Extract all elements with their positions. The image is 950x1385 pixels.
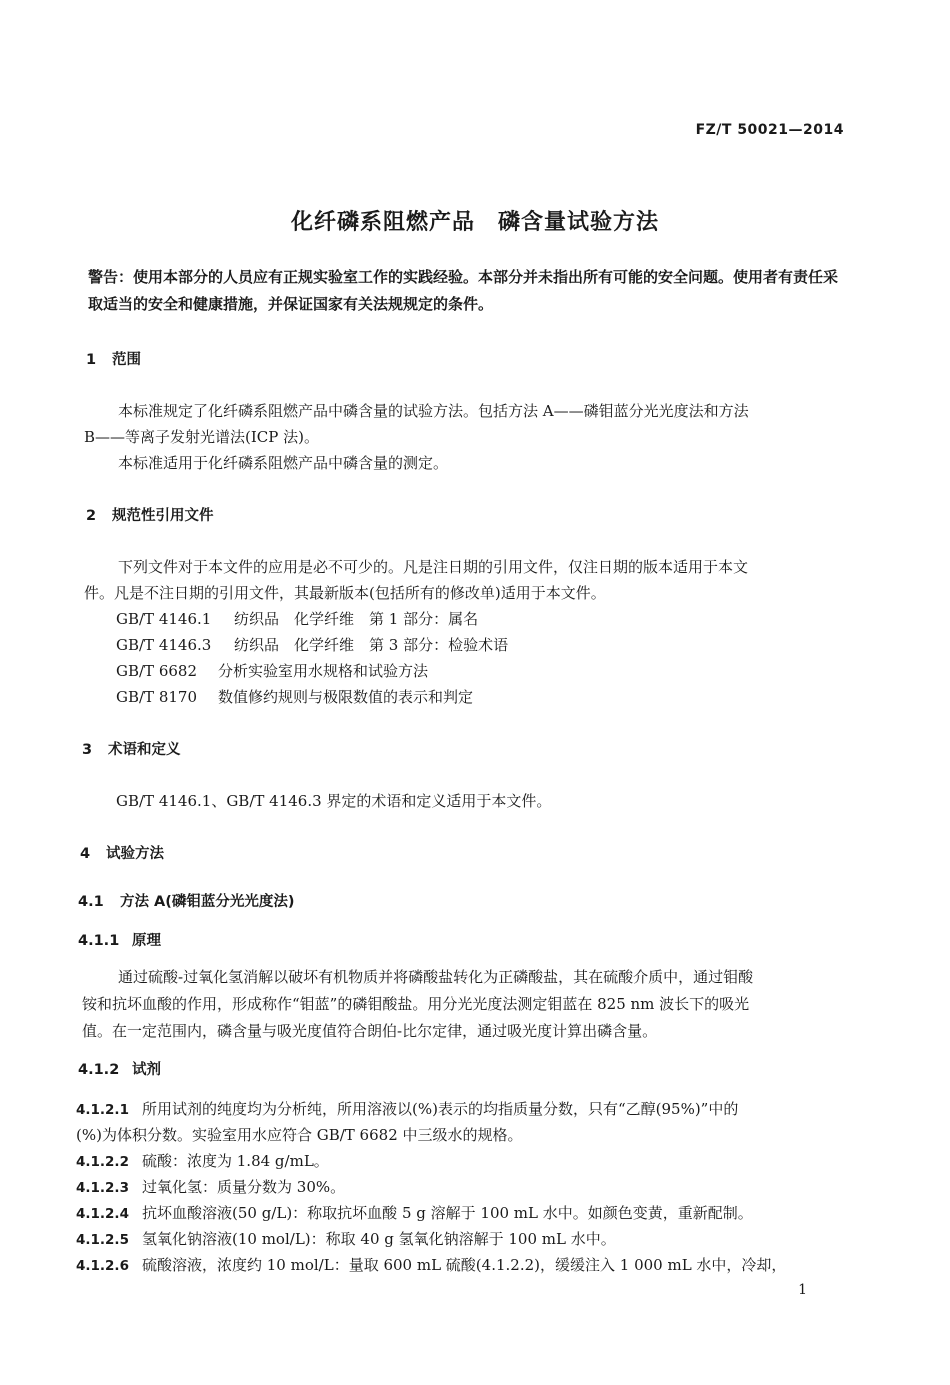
paragraph-line: B——等离子发射光谱法(ICP 法)。 (84, 428, 319, 446)
section-2-heading (86, 504, 214, 525)
section-number: 4.1.1 (78, 933, 120, 949)
section-number: 2 (86, 508, 97, 524)
section-number: 1 (86, 352, 97, 368)
reference-name: 纺织品 化学纤维 第 3 部分：检验术语 (234, 636, 509, 654)
item-text: 抗坏血酸溶液(50 g/L)：称取抗坏血酸 5 g 溶解于 100 mL 水中。如颜色变黄，重新配制。 (142, 1204, 753, 1222)
reference-code: GB/T 4146.3 (116, 636, 212, 654)
item-text: (%)为体积分数。实验室用水应符合 GB/T 6682 中三级水的规格。 (76, 1126, 523, 1144)
paragraph-line: GB/T 4146.1、GB/T 4146.3 界定的术语和定义适用于本文件。 (116, 792, 552, 810)
section-number: 4.1.2 (78, 1062, 120, 1078)
item-number: 4.1.2.1 (76, 1102, 129, 1118)
section-3-heading (82, 738, 181, 759)
section-title: 范围 (112, 352, 141, 368)
paragraph-line: 下列文件对于本文件的应用是必不可少的。凡是注日期的引用文件，仅注日期的版本适用于本文 (118, 558, 749, 576)
subsection-4-1-1-heading (78, 929, 161, 950)
item-number: 4.1.2.5 (76, 1232, 129, 1248)
reference-code: GB/T 4146.1 (116, 610, 212, 628)
reference-item (116, 686, 473, 707)
reagent-item (76, 1098, 738, 1119)
reference-item (116, 660, 428, 681)
reference-name: 纺织品 化学纤维 第 1 部分：属名 (234, 610, 479, 628)
standard-number: FZ/T 50021—2014 (695, 122, 844, 138)
reference-item (116, 608, 478, 629)
item-text: 硫酸：浓度为 1.84 g/mL。 (142, 1152, 329, 1170)
item-text: 氢氧化钠溶液(10 mol/L)：称取 40 g 氢氧化钠溶解于 100 mL 水中。 (142, 1230, 616, 1248)
reagent-item (76, 1176, 345, 1197)
reagent-item (76, 1202, 753, 1223)
reference-name: 数值修约规则与极限数值的表示和判定 (218, 688, 474, 706)
paragraph-line: 值。在一定范围内，磷含量与吸光度值符合朗伯-比尔定律，通过吸光度计算出磷含量。 (82, 1022, 658, 1040)
section-title: 方法 A(磷钼蓝分光光度法) (120, 894, 295, 910)
item-text: 过氧化氢：质量分数为 30%。 (142, 1178, 346, 1196)
section-title: 术语和定义 (108, 742, 181, 758)
document-title: 化纤磷系阻燃产品 磷含量试验方法 (290, 210, 659, 235)
subsection-4-1-2-heading (78, 1058, 161, 1079)
reagent-item-continuation (76, 1124, 523, 1145)
section-1-heading (86, 348, 141, 369)
reagent-item (76, 1254, 786, 1275)
section-title: 规范性引用文件 (112, 508, 214, 524)
section-title: 试剂 (132, 1062, 161, 1078)
section-title: 试验方法 (106, 846, 164, 862)
section-number: 4.1 (78, 894, 104, 910)
item-number: 4.1.2.4 (76, 1206, 129, 1222)
paragraph-line: 本标准规定了化纤磷系阻燃产品中磷含量的试验方法。包括方法 A——磷钼蓝分光光度法和方法 (118, 402, 749, 420)
subsection-4-1-heading (78, 890, 295, 911)
item-number: 4.1.2.2 (76, 1154, 129, 1170)
page-number: 1 (798, 1282, 807, 1298)
section-number: 4 (80, 846, 91, 862)
paragraph-line: 通过硫酸-过氧化氢消解以破坏有机物质并将磷酸盐转化为正磷酸盐，其在硫酸介质中，通过钼酸 (118, 968, 754, 986)
reference-name: 分析实验室用水规格和试验方法 (218, 662, 429, 680)
paragraph-line: 本标准适用于化纤磷系阻燃产品中磷含量的测定。 (118, 454, 449, 472)
section-number: 3 (82, 742, 93, 758)
item-number: 4.1.2.6 (76, 1258, 129, 1274)
section-4-heading (80, 842, 164, 863)
reagent-item (76, 1150, 329, 1171)
section-title: 原理 (132, 933, 161, 949)
reference-item (116, 634, 508, 655)
reference-code: GB/T 8170 (116, 688, 198, 706)
paragraph-line: 铵和抗坏血酸的作用，形成称作“钼蓝”的磷钼酸盐。用分光光度法测定钼蓝在 825 nm 波长下的吸光 (82, 995, 750, 1013)
item-number: 4.1.2.3 (76, 1180, 129, 1196)
item-text: 硫酸溶液，浓度约 10 mol/L：量取 600 mL 硫酸(4.1.2.2)，缓缓注入 1 000 mL 水中，冷却， (142, 1256, 787, 1274)
paragraph-line: 件。凡是不注日期的引用文件，其最新版本(包括所有的修改单)适用于本文件。 (84, 584, 606, 602)
item-text: 所用试剂的纯度均为分析纯，所用溶液以(%)表示的均指质量分数，只有“乙醇(95%)”中的 (142, 1100, 739, 1118)
reagent-item (76, 1228, 616, 1249)
safety-warning: 警告：使用本部分的人员应有正规实验室工作的实践经验。本部分并未指出所有可能的安全问题。使用者有责任采取适当的安全和健康措施，并保证国家有关法规规定的条件。 (88, 268, 839, 313)
reference-code: GB/T 6682 (116, 662, 198, 680)
